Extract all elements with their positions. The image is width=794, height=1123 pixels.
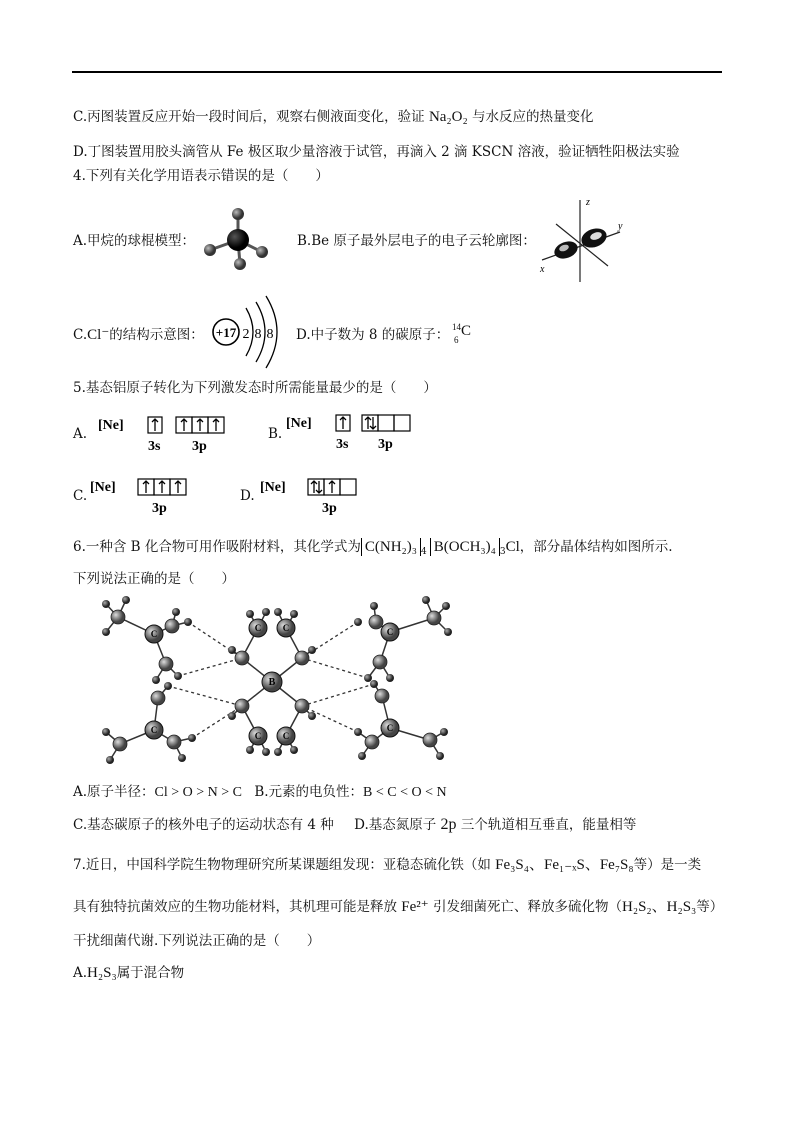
formula-cation: C(NH₂)₃ <box>361 538 421 556</box>
q4-option-a: A.甲烷的球棍模型： <box>73 233 196 249</box>
svg-text:2: 2 <box>242 327 250 342</box>
svg-text:[Ne]: [Ne] <box>90 480 116 495</box>
svg-text:z: z <box>586 197 590 208</box>
p-orbital-diagram <box>536 196 632 288</box>
q4-option-b: B.Be 原子最外层电子的电子云轮廓图： <box>297 233 536 249</box>
na2o2-formula: Na₂O₂ <box>428 109 468 125</box>
chloride-ion: Cl⁻ <box>87 327 110 343</box>
q5-option-c-label: C. <box>73 488 88 504</box>
svg-text:y: y <box>618 221 623 232</box>
q5-stem: 5.基态铝原子转化为下列激发态时所需能量最少的是（ ） <box>73 380 437 396</box>
svg-text:3p: 3p <box>322 501 337 516</box>
svg-text:3p: 3p <box>152 501 167 516</box>
q6-stem-line1: 6.一种含 B 化合物可用作吸附材料，其化学式为 C(NH₂)₃ $_4$ B(OCH₃)₄ $_3$Cl，部分晶体结构如图所示. <box>73 539 673 557</box>
svg-text:C: C <box>150 725 158 735</box>
q4-stem: 4.下列有关化学用语表示错误的是（ ） <box>73 168 329 184</box>
q6-option-c-d: C.基态碳原子的核外电子的运动状态有 4 种 D.基态氮原子 2p 三个轨道相互垂直，能量相等 <box>73 816 637 833</box>
q7-option-a: A.H₂S₃属于混合物 <box>73 965 185 981</box>
q5-option-b-label: B. <box>268 426 283 442</box>
svg-text:C: C <box>386 627 394 637</box>
q5-option-c-orbital-diagram <box>88 474 208 518</box>
svg-text:C: C <box>282 731 290 741</box>
svg-text:3p: 3p <box>192 439 207 454</box>
svg-text:8: 8 <box>266 327 274 342</box>
svg-text:8: 8 <box>254 327 262 342</box>
q5-option-a-label: A. <box>73 426 88 442</box>
svg-text:C: C <box>254 623 262 633</box>
svg-text:[Ne]: [Ne] <box>286 416 312 431</box>
header-rule <box>72 71 722 73</box>
nuclide-symbol: C <box>461 323 472 339</box>
nuclide-atomic-number: 6 <box>454 335 459 345</box>
svg-text:[Ne]: [Ne] <box>98 418 124 433</box>
q3-option-c: C.丙图装置反应开始一段时间后，观察右侧液面变化，验证 Na₂O₂ 与水反应的热量变化 <box>73 109 594 125</box>
svg-text:B: B <box>268 677 276 688</box>
q5-option-a-orbital-diagram <box>96 412 236 456</box>
q5-option-d-label: D. <box>240 488 255 504</box>
q4-option-c: C.Cl⁻的结构示意图： <box>73 327 204 343</box>
svg-text:C: C <box>254 731 262 741</box>
chloride-structure-diagram <box>210 294 284 372</box>
formula-anion: B(OCH₃)₄ <box>430 538 500 556</box>
svg-text:3p: 3p <box>378 437 393 452</box>
nuclide-mass-number: 14 <box>452 322 461 332</box>
svg-text:C: C <box>386 723 394 733</box>
svg-text:x: x <box>540 264 545 275</box>
svg-text:C: C <box>282 623 290 633</box>
svg-text:C: C <box>150 629 158 639</box>
svg-text:[Ne]: [Ne] <box>260 480 286 495</box>
q4-option-d: D.中子数为 8 的碳原子： <box>296 327 450 343</box>
crystal-structure-diagram <box>96 592 456 770</box>
methane-ball-stick-model <box>196 206 276 272</box>
svg-text:+17: +17 <box>215 325 237 340</box>
q3-option-d: D.丁图装置用胶头滴管从 Fe 极区取少量溶液于试管，再滴入 2 滴 KSCN 溶液，验证牺牲阳极法实验 <box>73 144 680 160</box>
q7-line2: 具有独特抗菌效应的生物功能材料，其机理可能是释放 Fe²⁺ 引发细菌死亡、释放多硫化物（H₂S₂、H₂S₃等） <box>73 899 724 915</box>
q7-line1: 7.近日，中国科学院生物物理研究所某课题组发现：亚稳态硫化铁（如 Fe₃S₄、Fe₁₋ₓS、Fe₇S₈等）是一类 <box>73 857 702 873</box>
svg-text:3s: 3s <box>148 439 161 454</box>
q6-stem-line2: 下列说法正确的是（ ） <box>73 571 235 587</box>
q5-option-b-orbital-diagram <box>284 410 424 454</box>
q6-option-a-b: A.原子半径：Cl > O > N > C B.元素的电负性：B < C < O < N <box>73 784 447 800</box>
q7-line3: 干扰细菌代谢.下列说法正确的是（ ） <box>73 933 321 949</box>
svg-text:3s: 3s <box>336 437 349 452</box>
q5-option-d-orbital-diagram <box>258 474 378 518</box>
